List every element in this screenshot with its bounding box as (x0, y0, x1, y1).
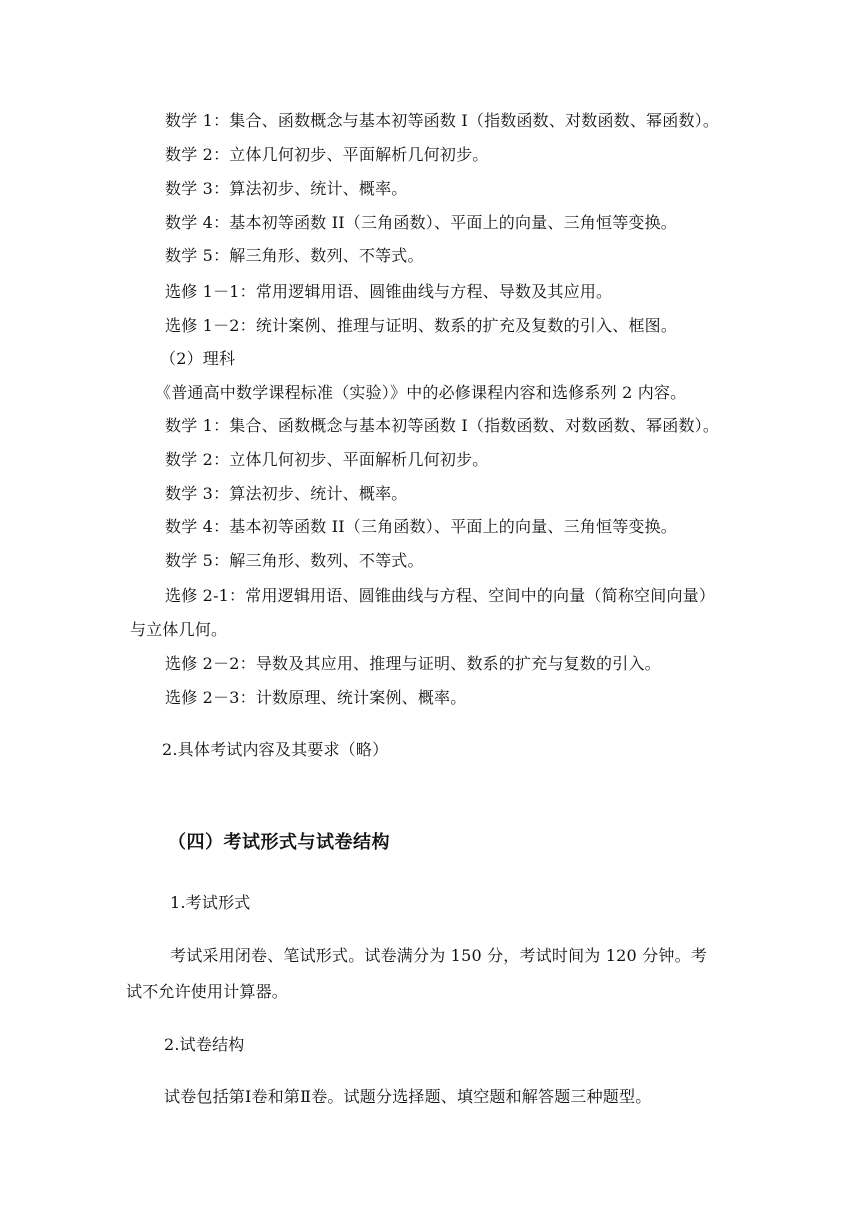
wenke-item-elective-1-2: 选修 1－2：统计案例、推理与证明、数系的扩充及复数的引入、框图。 (165, 316, 678, 335)
like-item-math2: 数学 2：立体几何初步、平面解析几何初步。 (165, 450, 489, 469)
like-item-math1: 数学 1：集合、函数概念与基本初等函数 I（指数函数、对数函数、幂函数）。 (165, 416, 720, 435)
paper-structure-text: 试卷包括第Ⅰ卷和第Ⅱ卷。试题分选择题、填空题和解答题三种题型。 (164, 1087, 652, 1106)
elective-2-2: 选修 2－2：导数及其应用、推理与证明、数系的扩充与复数的引入。 (165, 654, 661, 673)
wenke-item-math1: 数学 1：集合、函数概念与基本初等函数 I（指数函数、对数函数、幂函数）。 (165, 111, 720, 130)
like-intro: 《普通高中数学课程标准（实验）》中的必修课程内容和选修系列 2 内容。 (155, 383, 687, 402)
exam-form-text-line1: 考试采用闭卷、笔试形式。试卷满分为 150 分，考试时间为 120 分钟。考 (170, 946, 708, 965)
elective-2-1-line1: 选修 2-1：常用逻辑用语、圆锥曲线与方程、空间中的向量（简称空间向量） (165, 586, 716, 605)
like-heading: （2）理科 (160, 349, 236, 368)
like-item-math3: 数学 3：算法初步、统计、概率。 (165, 484, 408, 503)
wenke-item-math5: 数学 5：解三角形、数列、不等式。 (165, 246, 424, 265)
wenke-item-math2: 数学 2：立体几何初步、平面解析几何初步。 (165, 145, 489, 164)
specific-content-line: 2.具体考试内容及其要求（略） (162, 740, 389, 759)
wenke-item-elective-1-1: 选修 1－1：常用逻辑用语、圆锥曲线与方程、导数及其应用。 (165, 282, 613, 301)
wenke-item-math3: 数学 3：算法初步、统计、概率。 (165, 179, 408, 198)
elective-2-3: 选修 2－3：计数原理、统计案例、概率。 (165, 688, 467, 707)
exam-form-title: 1.考试形式 (170, 893, 251, 912)
exam-form-text-line2: 试不允许使用计算器。 (126, 982, 289, 1001)
like-item-math4: 数学 4：基本初等函数 II（三角函数）、平面上的向量、三角恒等变换。 (165, 517, 677, 536)
section4-heading: （四）考试形式与试卷结构 (168, 832, 390, 853)
wenke-item-math4: 数学 4：基本初等函数 II（三角函数）、平面上的向量、三角恒等变换。 (165, 213, 677, 232)
like-item-math5: 数学 5：解三角形、数列、不等式。 (165, 551, 424, 570)
elective-2-1-line2: 与立体几何。 (130, 620, 228, 639)
paper-structure-title: 2.试卷结构 (164, 1035, 245, 1054)
